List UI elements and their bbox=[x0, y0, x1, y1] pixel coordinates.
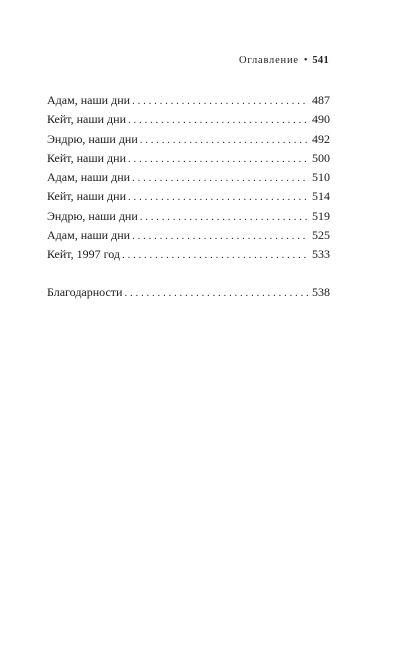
toc-dot-leader bbox=[132, 169, 309, 188]
toc-entry bbox=[47, 245, 330, 264]
toc-entry-title: Кейт, наши дни bbox=[47, 189, 126, 204]
toc-entry-page: 514 bbox=[312, 189, 330, 204]
toc-entry-title: Кейт, наши дни bbox=[47, 150, 126, 165]
toc-dot-leader bbox=[140, 208, 309, 227]
running-head bbox=[239, 55, 329, 66]
toc-entry-page: 519 bbox=[312, 208, 330, 223]
running-head-section: Оглавление bbox=[238, 55, 299, 66]
toc-dot-leader bbox=[128, 150, 309, 169]
toc-entry-title: Адам, наши дни bbox=[47, 93, 131, 107]
table-of-contents bbox=[47, 91, 330, 303]
toc-entry-page: 525 bbox=[312, 227, 330, 242]
toc-entry-title: Эндрю, наши дни bbox=[47, 131, 138, 146]
toc-entry-title: Адам, наши дни bbox=[47, 170, 131, 184]
toc-dot-leader bbox=[128, 188, 309, 207]
toc-dot-leader bbox=[132, 227, 309, 246]
toc-entry-page: 492 bbox=[312, 131, 330, 146]
toc-dot-leader bbox=[124, 284, 309, 303]
toc-entry-title: Благодарности bbox=[47, 285, 123, 300]
toc-entry-title: Кейт, 1997 год bbox=[47, 247, 121, 261]
toc-entry bbox=[47, 207, 330, 226]
toc-entry bbox=[47, 110, 330, 129]
running-head-page-number: 541 bbox=[312, 55, 329, 66]
toc-entry bbox=[47, 91, 330, 110]
toc-entry-page: 487 bbox=[312, 93, 330, 107]
toc-entry-acknowledgements bbox=[47, 283, 330, 302]
toc-entry-page: 533 bbox=[312, 247, 330, 261]
toc-entry-title: Адам, наши дни bbox=[47, 227, 131, 242]
toc-entry bbox=[47, 149, 330, 168]
running-head-bullet: • bbox=[303, 55, 309, 66]
toc-entry bbox=[47, 130, 330, 149]
toc-entry bbox=[47, 226, 330, 245]
toc-entry-title: Эндрю, наши дни bbox=[47, 208, 138, 223]
toc-dot-leader bbox=[140, 131, 309, 150]
toc-entry-title: Кейт, наши дни bbox=[47, 112, 126, 127]
toc-entry-page: 490 bbox=[312, 112, 330, 127]
toc-entry bbox=[47, 187, 330, 206]
toc-entry-page: 500 bbox=[312, 150, 330, 165]
toc-dot-leader bbox=[128, 111, 309, 130]
toc-entry bbox=[47, 168, 330, 187]
toc-dot-leader bbox=[122, 246, 309, 265]
toc-entry-page: 510 bbox=[312, 170, 330, 184]
toc-dot-leader bbox=[132, 92, 309, 111]
toc-entry-page: 538 bbox=[312, 285, 330, 300]
